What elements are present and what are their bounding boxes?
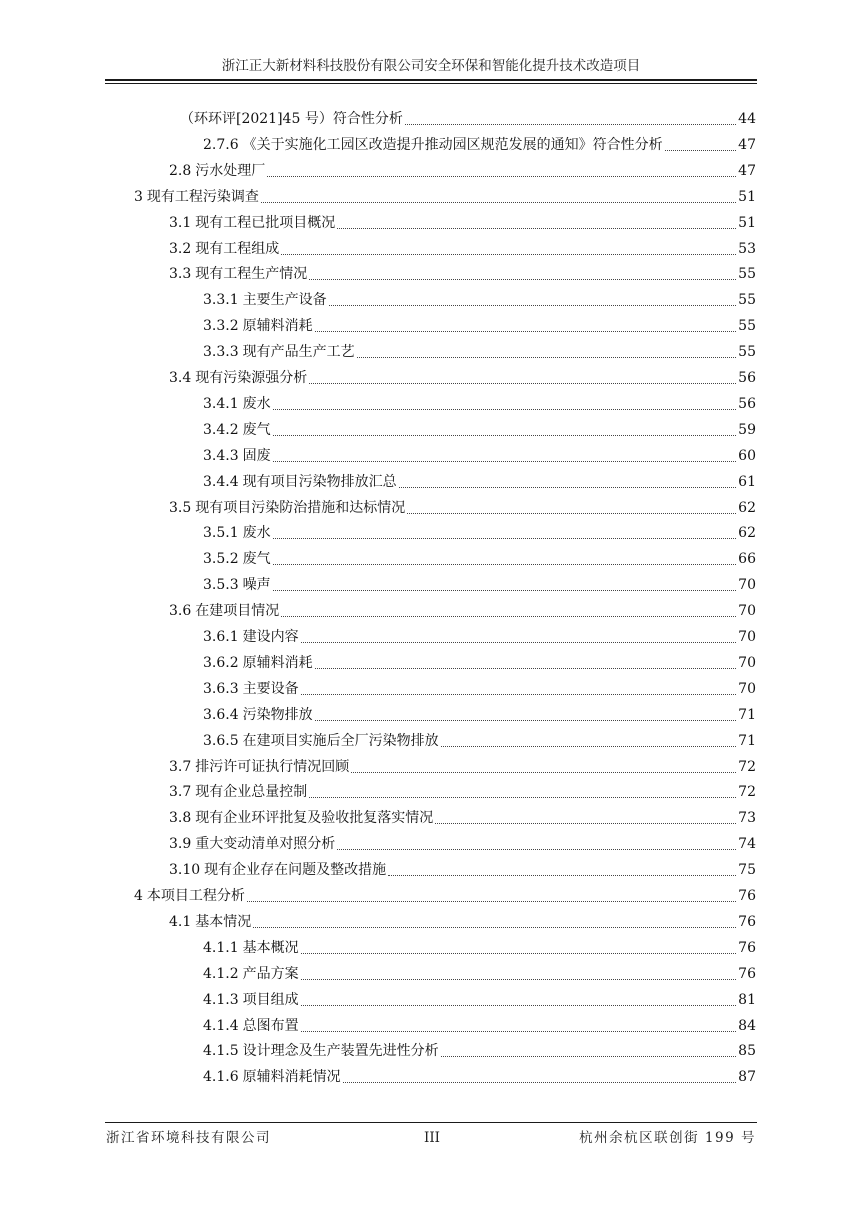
toc-entry-title: 主要设备: [242, 680, 299, 697]
toc-entry[interactable]: [134, 884, 756, 908]
toc-entry-page: 76: [738, 939, 756, 956]
toc-entry-page: 73: [738, 810, 756, 827]
toc-entry-title: 污染物排放: [242, 706, 313, 723]
toc-dot-leader: [273, 590, 736, 591]
toc-entry[interactable]: [169, 832, 756, 856]
toc-entry-title: （环环评[2021]45 号）符合性分析: [180, 111, 403, 127]
toc-entry[interactable]: [169, 780, 756, 804]
toc-entry-page: 62: [738, 525, 756, 542]
toc-entry-title: 总图布置: [242, 1017, 299, 1034]
toc-entry-number: 3.3.2: [203, 318, 239, 335]
toc-entry-page: 74: [738, 836, 756, 853]
toc-entry-title: 现有工程组成: [195, 240, 280, 257]
toc-entry-number: 4.1.2: [203, 965, 239, 982]
toc-entry-number: 3.5.1: [203, 525, 239, 542]
page-header-title: 浙江正大新材料科技股份有限公司安全环保和智能化提升技术改造项目: [221, 58, 641, 74]
toc-entry[interactable]: [203, 418, 756, 442]
toc-entry-title: 固废: [242, 447, 271, 464]
toc-dot-leader: [407, 513, 736, 514]
toc-entry[interactable]: [203, 470, 756, 494]
toc-dot-leader: [301, 1005, 736, 1006]
toc-dot-leader: [337, 228, 736, 229]
toc-entry-title: 《关于实施化工园区改造提升推动园区规范发展的通知》符合性分析: [242, 136, 663, 153]
toc-entry-page: 70: [738, 577, 756, 594]
toc-entry-number: 3.4.1: [203, 395, 239, 412]
toc-dot-leader: [343, 1082, 736, 1083]
toc-dot-leader: [441, 1056, 736, 1057]
toc-dot-leader: [267, 176, 736, 177]
toc-entry-title: 废水: [242, 395, 271, 412]
toc-dot-leader: [329, 305, 736, 306]
toc-entry-number: 4.1: [169, 913, 192, 930]
toc-entry-page: 66: [738, 551, 756, 568]
toc-entry-title: 废水: [242, 525, 271, 542]
toc-entry[interactable]: [169, 910, 756, 934]
toc-entry-page: 56: [738, 370, 756, 386]
toc-dot-leader: [309, 383, 736, 384]
toc-dot-leader: [441, 746, 736, 747]
toc-entry-page: 76: [738, 913, 756, 930]
toc-entry-page: 87: [738, 1069, 756, 1086]
toc-entry-title: 基本情况: [195, 913, 252, 930]
toc-entry-page: 56: [738, 395, 756, 412]
toc-entry-title: 现有工程已批项目概况: [195, 214, 336, 231]
toc-entry-number: 3.3.1: [203, 292, 239, 309]
toc-entry-page: 55: [738, 344, 756, 361]
toc-dot-leader: [273, 538, 736, 539]
toc-entry-number: 4.1.4: [203, 1017, 239, 1034]
toc-entry-number: 3.3: [169, 266, 192, 283]
toc-entry[interactable]: [203, 1039, 756, 1063]
toc-entry-number: 3.5: [169, 499, 192, 516]
toc-entry[interactable]: [169, 858, 756, 882]
toc-entry-number: 3.4.4: [203, 473, 239, 490]
toc-entry[interactable]: [203, 340, 756, 364]
toc-entry-page: 70: [738, 603, 756, 620]
toc-entry[interactable]: [169, 366, 756, 390]
toc-entry-number: 3.6.3: [203, 680, 239, 697]
toc-entry[interactable]: [203, 133, 756, 157]
toc-entry-page: 84: [738, 1017, 756, 1034]
toc-dot-leader: [399, 487, 736, 488]
toc-entry-page: 47: [738, 136, 756, 153]
toc-entry-page: 81: [738, 991, 756, 1008]
toc-dot-leader: [435, 823, 736, 824]
toc-entry-title: 废气: [242, 421, 271, 438]
toc-dot-leader: [253, 927, 736, 928]
toc-entry[interactable]: [203, 392, 756, 416]
toc-dot-leader: [301, 1031, 736, 1032]
toc-entry[interactable]: [169, 159, 756, 183]
toc-entry-title: 产品方案: [242, 965, 299, 982]
toc-entry-page: 75: [738, 862, 756, 879]
footer-page-number: III: [424, 1130, 440, 1146]
header-rule: [105, 79, 757, 81]
footer-company: 浙江省环境科技有限公司: [106, 1130, 271, 1146]
toc-dot-leader: [273, 564, 736, 565]
toc-entry-title: 原辅料消耗: [242, 318, 313, 335]
toc-entry-page: 55: [738, 318, 756, 335]
toc-dot-leader: [273, 409, 736, 410]
toc-dot-leader: [351, 772, 736, 773]
toc-dot-leader: [357, 357, 736, 358]
toc-dot-leader: [301, 979, 736, 980]
toc-entry-number: 3.3.3: [203, 344, 239, 361]
toc-entry[interactable]: [203, 314, 756, 338]
toc-dot-leader: [315, 331, 736, 332]
toc-entry-page: 62: [738, 499, 756, 516]
toc-entry-number: 3.8: [169, 810, 192, 827]
toc-entry-page: 72: [738, 758, 756, 775]
toc-entry[interactable]: [169, 755, 756, 779]
toc-entry-page: 55: [738, 266, 756, 283]
toc-entry-number: 3: [134, 188, 143, 205]
toc-entry-number: 3.6.5: [203, 732, 239, 749]
toc-entry-number: 3.5.2: [203, 551, 239, 568]
toc-dot-leader: [273, 461, 736, 462]
toc-entry[interactable]: [169, 211, 756, 235]
toc-entry-page: 59: [738, 421, 756, 438]
toc-entry-number: 2.7.6: [203, 136, 239, 153]
toc-entry-title: 现有产品生产工艺: [242, 344, 355, 361]
toc-entry-number: 4.1.6: [203, 1069, 239, 1086]
toc-entry-number: 2.8: [169, 162, 192, 179]
toc-entry[interactable]: [203, 988, 756, 1012]
toc-entry-title: 项目组成: [242, 991, 299, 1008]
toc-entry-title: 基本概况: [242, 939, 299, 956]
toc-entry-number: 3.9: [169, 836, 192, 853]
footer-address: 杭州余杭区联创街 199 号: [579, 1130, 756, 1146]
toc-entry-page: 55: [738, 292, 756, 309]
toc-dot-leader: [273, 435, 736, 436]
toc-entry-title: 废气: [242, 551, 271, 568]
toc-entry-number: 3.7: [169, 784, 192, 801]
toc-dot-leader: [281, 616, 736, 617]
toc-entry-title: 设计理念及生产装置先进性分析: [242, 1043, 439, 1060]
toc-entry[interactable]: [169, 262, 756, 286]
toc-entry[interactable]: [203, 521, 756, 545]
toc-entry-title: 现有企业总量控制: [195, 784, 308, 801]
toc-entry[interactable]: [169, 806, 756, 830]
toc-entry-page: 53: [738, 240, 756, 257]
toc-dot-leader: [309, 797, 736, 798]
toc-entry[interactable]: [203, 651, 756, 675]
toc-entry-title: 主要生产设备: [242, 292, 327, 309]
toc-entry-page: 76: [738, 888, 756, 904]
toc-entry[interactable]: [203, 936, 756, 960]
toc-entry-page: 47: [738, 162, 756, 179]
toc-entry-number: 3.1: [169, 214, 192, 231]
toc-entry[interactable]: [203, 625, 756, 649]
toc-entry-title: 原辅料消耗情况: [242, 1069, 341, 1086]
toc-entry-title: 本项目工程分析: [146, 888, 245, 904]
toc-entry[interactable]: [203, 1065, 756, 1089]
toc-entry[interactable]: [203, 703, 756, 727]
toc-entry-title: 现有污染源强分析: [195, 370, 308, 386]
toc-entry-page: 70: [738, 629, 756, 645]
toc-entry-page: 76: [738, 965, 756, 982]
toc-dot-leader: [261, 202, 736, 203]
toc-entry-number: 3.10: [169, 862, 201, 879]
toc-entry-page: 61: [738, 473, 756, 490]
toc-entry-title: 噪声: [242, 577, 271, 594]
toc-dot-leader: [281, 254, 736, 255]
footer-rule: [105, 1122, 757, 1123]
toc-entry-number: 3.5.3: [203, 577, 239, 594]
toc-entry-number: 4.1.3: [203, 991, 239, 1008]
toc-entry-title: 现有企业环评批复及验收批复落实情况: [195, 810, 434, 827]
toc-entry-page: 72: [738, 784, 756, 801]
toc-entry[interactable]: [180, 107, 756, 131]
toc-entry-page: 85: [738, 1043, 756, 1060]
toc-dot-leader: [405, 124, 736, 125]
toc-entry-number: 3.6.4: [203, 706, 239, 723]
toc-dot-leader: [301, 642, 736, 643]
toc-entry-page: 51: [738, 188, 756, 205]
toc-dot-leader: [309, 279, 736, 280]
toc-entry-number: 3.7: [169, 758, 192, 775]
toc-entry-number: 3.2: [169, 240, 192, 257]
toc-entry-title: 在建项目情况: [195, 603, 280, 620]
toc-entry-page: 60: [738, 447, 756, 464]
toc-entry-page: 51: [738, 214, 756, 231]
toc-entry[interactable]: [169, 599, 756, 623]
toc-entry-title: 排污许可证执行情况回顾: [195, 758, 350, 775]
toc-entry-page: 71: [738, 732, 756, 749]
toc-entry-title: 重大变动清单对照分析: [195, 836, 336, 853]
toc-dot-leader: [315, 720, 736, 721]
toc-entry-number: 3.4.3: [203, 447, 239, 464]
toc-entry[interactable]: [203, 677, 756, 701]
toc-entry-number: 3.6.1: [203, 629, 239, 645]
toc-dot-leader: [388, 875, 736, 876]
header-rule-thin: [105, 83, 757, 84]
toc-entry-page: 70: [738, 680, 756, 697]
toc-entry[interactable]: [203, 547, 756, 571]
toc-entry-number: 3.6: [169, 603, 192, 620]
toc-entry-number: 4.1.1: [203, 939, 239, 956]
toc-entry-number: 4: [134, 888, 143, 904]
toc-entry-number: 4.1.5: [203, 1043, 239, 1060]
toc-entry[interactable]: [134, 185, 756, 209]
toc-entry-title: 现有工程污染调查: [146, 188, 259, 205]
toc-entry-title: 现有项目污染物排放汇总: [242, 473, 397, 490]
toc-dot-leader: [301, 694, 736, 695]
toc-entry-page: 44: [738, 111, 756, 127]
toc-dot-leader: [337, 849, 736, 850]
toc-dot-leader: [665, 150, 736, 151]
toc-entry[interactable]: [203, 729, 756, 753]
toc-entry-title: 建设内容: [242, 629, 299, 645]
toc-dot-leader: [315, 668, 736, 669]
toc-entry[interactable]: [169, 496, 756, 520]
toc-entry-title: 污水处理厂: [195, 162, 266, 179]
toc-entry-page: 71: [738, 706, 756, 723]
toc-entry-number: 3.4: [169, 370, 192, 386]
toc-entry-number: 3.6.2: [203, 654, 239, 671]
toc-entry[interactable]: [169, 237, 756, 261]
toc-entry-title: 现有企业存在问题及整改措施: [204, 862, 387, 879]
toc-entry-title: 现有项目污染防治措施和达标情况: [195, 499, 406, 516]
toc-entry[interactable]: [203, 962, 756, 986]
toc-entry-title: 在建项目实施后全厂污染物排放: [242, 732, 439, 749]
toc-entry[interactable]: [203, 444, 756, 468]
toc-dot-leader: [247, 901, 736, 902]
toc-entry-title: 原辅料消耗: [242, 654, 313, 671]
toc-entry[interactable]: [203, 288, 756, 312]
toc-dot-leader: [301, 953, 736, 954]
toc-entry[interactable]: [203, 1014, 756, 1038]
toc-entry-page: 70: [738, 654, 756, 671]
toc-entry-title: 现有工程生产情况: [195, 266, 308, 283]
toc-entry[interactable]: [203, 573, 756, 597]
toc-entry-number: 3.4.2: [203, 421, 239, 438]
